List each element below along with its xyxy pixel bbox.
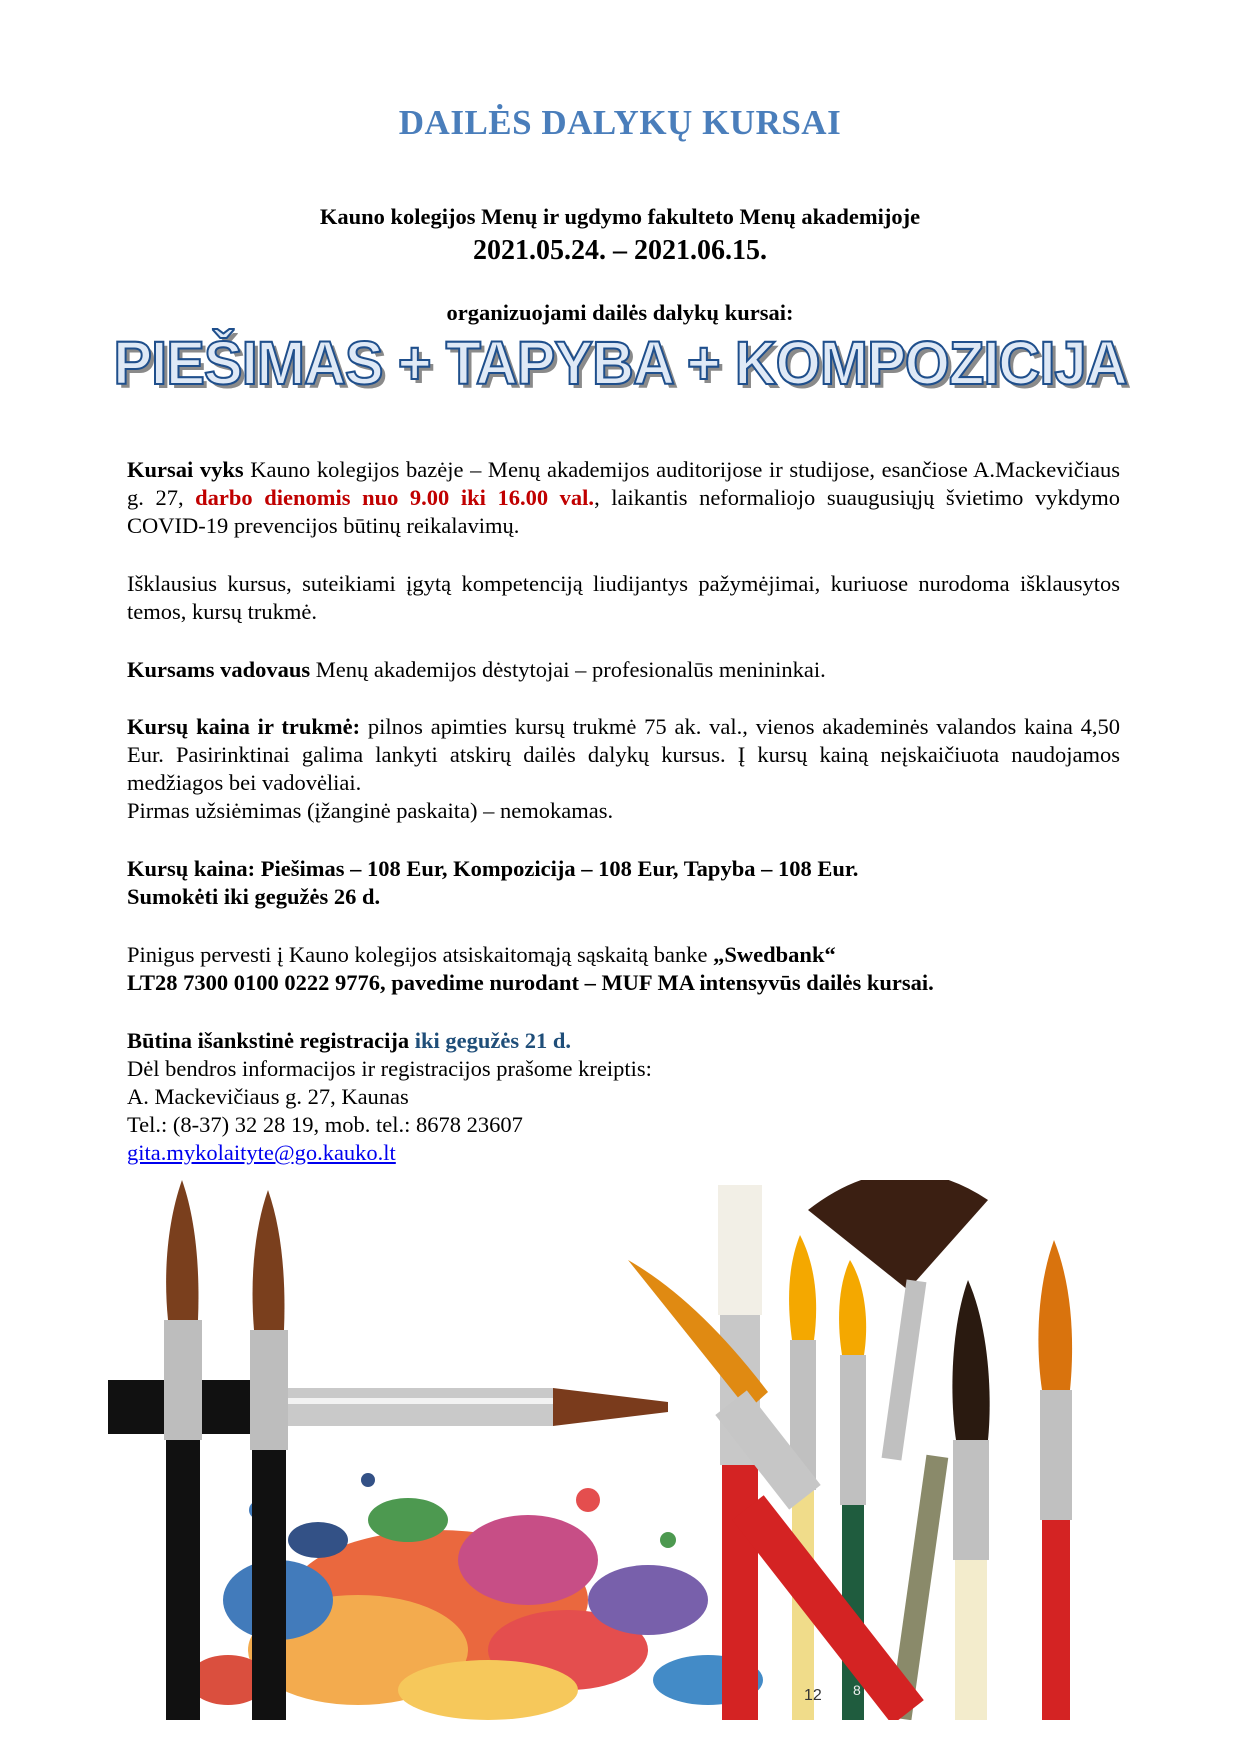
registration-paragraph xyxy=(127,1027,1120,1167)
contact-email-link[interactable]: gita.mykolaityte@go.kauko.lt xyxy=(127,1140,396,1165)
brush-number-8: 8 xyxy=(853,1682,861,1698)
free-intro-text: Pirmas užsiėmimas (įžanginė paskaita) – nemokamas. xyxy=(127,798,614,823)
organized-line: organizuojami dailės dalykų kursai: xyxy=(446,300,794,325)
location-lead: Kursai vyks xyxy=(127,457,244,482)
teachers-text: Menų akademijos dėstytojai – profesionalūs menininkai. xyxy=(310,657,826,682)
payment-text: Pinigus pervesti į Kauno kolegijos atsiskaitomąją sąskaitą banke xyxy=(127,942,714,967)
teachers-paragraph xyxy=(127,656,1120,684)
right-brushes xyxy=(628,1180,1072,1720)
course-dates: 2021.05.24. – 2021.06.15. xyxy=(473,235,767,266)
poster-title: DAILĖS DALYKŲ KURSAI xyxy=(398,103,842,142)
brush-number-12: 12 xyxy=(804,1687,822,1704)
bank-name: „Swedbank“ xyxy=(713,942,836,967)
certificate-paragraph xyxy=(127,570,1120,626)
contact-phone: Tel.: (8-37) 32 28 19, mob. tel.: 8678 23607 xyxy=(127,1112,523,1137)
location-paragraph xyxy=(127,456,1120,540)
contact-address: A. Mackevičiaus g. 27, Kaunas xyxy=(127,1084,409,1109)
schedule-highlight: darbo dienomis nuo 9.00 iki 16.00 val. xyxy=(195,485,595,510)
payment-deadline: Sumokėti iki gegužės 26 d. xyxy=(127,884,381,909)
certificate-text: Išklausius kursus, suteikiami įgytą kompetenciją liudijantys pažymėjimai, kuriuose nurodoma išklausytos temos, kursų trukmė. xyxy=(127,571,1120,624)
venue-line: Kauno kolegijos Menų ir ugdymo fakulteto Menų akademijoje xyxy=(319,204,921,229)
location-text: Kauno kolegijos bazėje – Menų akademijos auditorijose ir studijose, esančiose A.Mackevičiaus g. 27, xyxy=(127,457,1121,510)
bank-account: LT28 7300 0100 0222 9776, pavedime nurodant – MUF MA intensyvūs dailės kursai. xyxy=(127,970,934,995)
registration-lead: Būtina išankstinė registracija xyxy=(127,1028,410,1053)
payment-paragraph xyxy=(127,941,1120,997)
price-duration-lead: Kursų kaina ir trukmė: xyxy=(127,714,361,739)
price-duration-paragraph xyxy=(127,713,1120,825)
teachers-lead: Kursams vadovaus xyxy=(127,657,311,682)
price-duration-text: pilnos apimties kursų trukmė 75 ak. val., vienos akademinės valandos kaina 4,50 Eur. Pasirinktinai galima lankyti atskirų dailės dalykų kursus. Į kursų kainą neįskaičiuota naudojamos medžiagos bei vadovėliai. xyxy=(127,714,1121,795)
location-text-end: , laikantis neformaliojo suaugusiųjų švietimo vykdymo COVID-19 prevencijos būtinų reikalavimų. xyxy=(127,485,1121,538)
course-prices: Kursų kaina: Piešimas – 108 Eur, Kompozicija – 108 Eur, Tapyba – 108 Eur. xyxy=(127,856,859,881)
subjects-banner: PIEŠIMAS + TAPYBA + KOMPOZICIJA xyxy=(113,329,1127,398)
contact-info-text: Dėl bendros informacijos ir registracijos prašome kreiptis: xyxy=(127,1056,652,1081)
price-paragraph xyxy=(127,855,1120,911)
registration-deadline: iki gegužės 21 d. xyxy=(409,1028,571,1053)
paint-brushes-illustration xyxy=(108,1180,1146,1720)
left-brushes xyxy=(164,1180,288,1720)
